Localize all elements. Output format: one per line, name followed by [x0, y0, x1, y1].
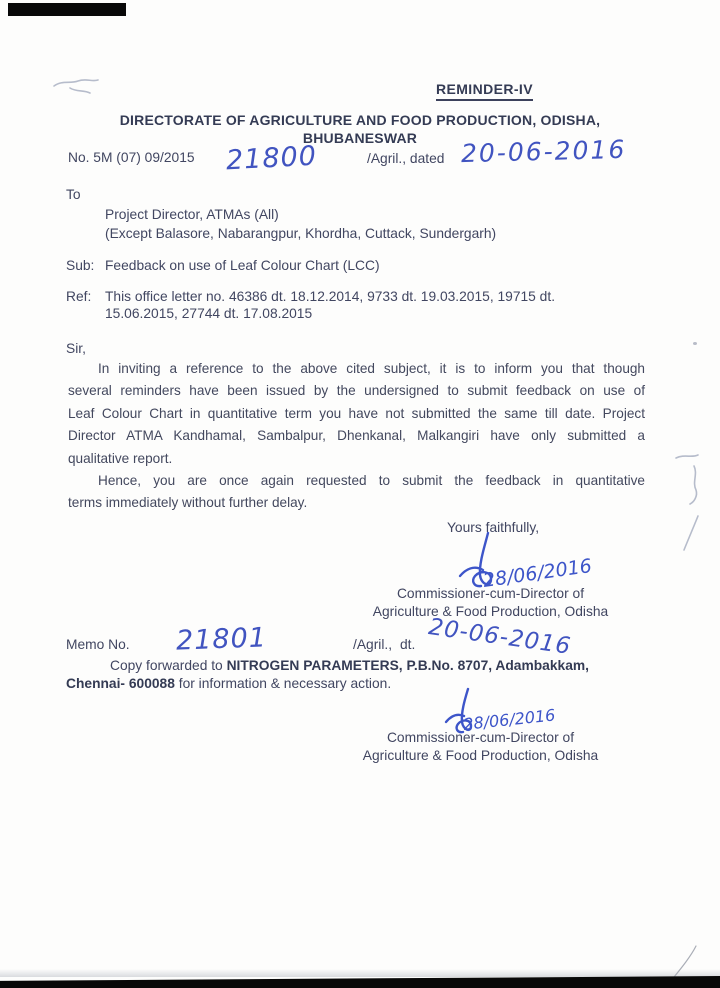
copy-action-regular: for information & necessary action.	[174, 676, 392, 691]
signatory-title-line1: Commissioner-cum-Director of	[396, 586, 585, 601]
copy-forwarded-bold: NITROGEN PARAMETERS, P.B.No. 8707, Adambakkam,	[226, 658, 589, 673]
signature-date-1: 28/06/2016	[481, 554, 594, 592]
reminder-title: REMINDER-IV	[436, 81, 533, 101]
valediction: Yours faithfully,	[447, 520, 540, 535]
addressee-line2: (Except Balasore, Nabarangpur, Khordha, Cuttack, Sundergarh)	[105, 226, 497, 241]
body-line: qualitative report.	[68, 450, 173, 466]
scan-artifact-margin-squiggle	[668, 452, 708, 508]
signature-date-2: 28/06/2016	[462, 705, 557, 734]
subject-text: Feedback on use of Leaf Colour Chart (LCC)	[105, 258, 380, 273]
salutation: Sir,	[66, 341, 86, 356]
body-line: Hence, you are once again requested to submit the feedback in quantitative	[98, 473, 645, 488]
signatory-title-line2: Agriculture & Food Production, Odisha	[362, 748, 599, 763]
memo-label: Memo No.	[66, 637, 130, 652]
letterhead-line2: BHUBANESWAR	[302, 130, 418, 146]
reference-label: Ref:	[66, 289, 92, 304]
signatory-title-line1: Commissioner-cum-Director of	[386, 730, 575, 745]
addressee-line1: Project Director, ATMAs (All)	[105, 207, 279, 222]
memo-dt-label: dt.	[400, 637, 416, 652]
copy-forwarded-line2	[66, 676, 391, 693]
page-bottom-shadow	[0, 969, 720, 977]
reference-line1: This office letter no. 46386 dt. 18.12.2014, 9733 dt. 19.03.2015, 19715 dt.	[105, 289, 556, 304]
scan-artifact-squiggle-top-left	[50, 72, 102, 104]
body-line: In inviting a reference to the above cited subject, it is to inform you that though	[98, 361, 645, 376]
subject-label: Sub:	[66, 258, 95, 273]
scan-artifact-margin-slash	[678, 512, 704, 554]
signatory-title-line2: Agriculture & Food Production, Odisha	[372, 604, 609, 619]
dated-label: /Agril., dated	[367, 151, 445, 166]
memo-agril-label: /Agril.,	[353, 637, 393, 652]
file-number: No. 5M (07) 09/2015	[68, 150, 195, 165]
letter-date-handwritten: 20-06-2016	[460, 134, 627, 169]
dispatch-number-handwritten: 21800	[225, 140, 318, 177]
copy-address-bold: Chennai- 600088	[66, 676, 175, 691]
body-line: Leaf Colour Chart in quantitative term you have not submitted the same till date. Project	[68, 405, 645, 421]
signatory-block-2	[358, 729, 603, 765]
scan-artifact-top-bar	[8, 3, 126, 16]
memo-number-handwritten: 21801	[175, 622, 268, 657]
body-line: several reminders have been issued by the undersigned to submit feedback on use of	[68, 383, 645, 399]
memo-date-handwritten: 20-06-2016	[426, 614, 573, 660]
scan-artifact-speck	[693, 342, 697, 345]
body-line: terms immediately without further delay.	[68, 495, 308, 511]
copy-forwarded-line1	[110, 658, 589, 675]
body-line: Director ATMA Kandhamal, Sambalpur, Dhenkanal, Malkangiri have only submitted a	[68, 428, 645, 444]
reference-line2: 15.06.2015, 27744 dt. 17.08.2015	[105, 306, 313, 321]
signatory-block-1	[368, 585, 613, 621]
copy-forwarded-regular: Copy forwarded to	[110, 658, 227, 673]
to-label: To	[66, 187, 81, 202]
letterhead-line1: DIRECTORATE OF AGRICULTURE AND FOOD PRODUCTION, ODISHA,	[119, 112, 601, 128]
body-paragraph-2	[68, 470, 645, 515]
body-paragraph-1	[68, 358, 645, 470]
